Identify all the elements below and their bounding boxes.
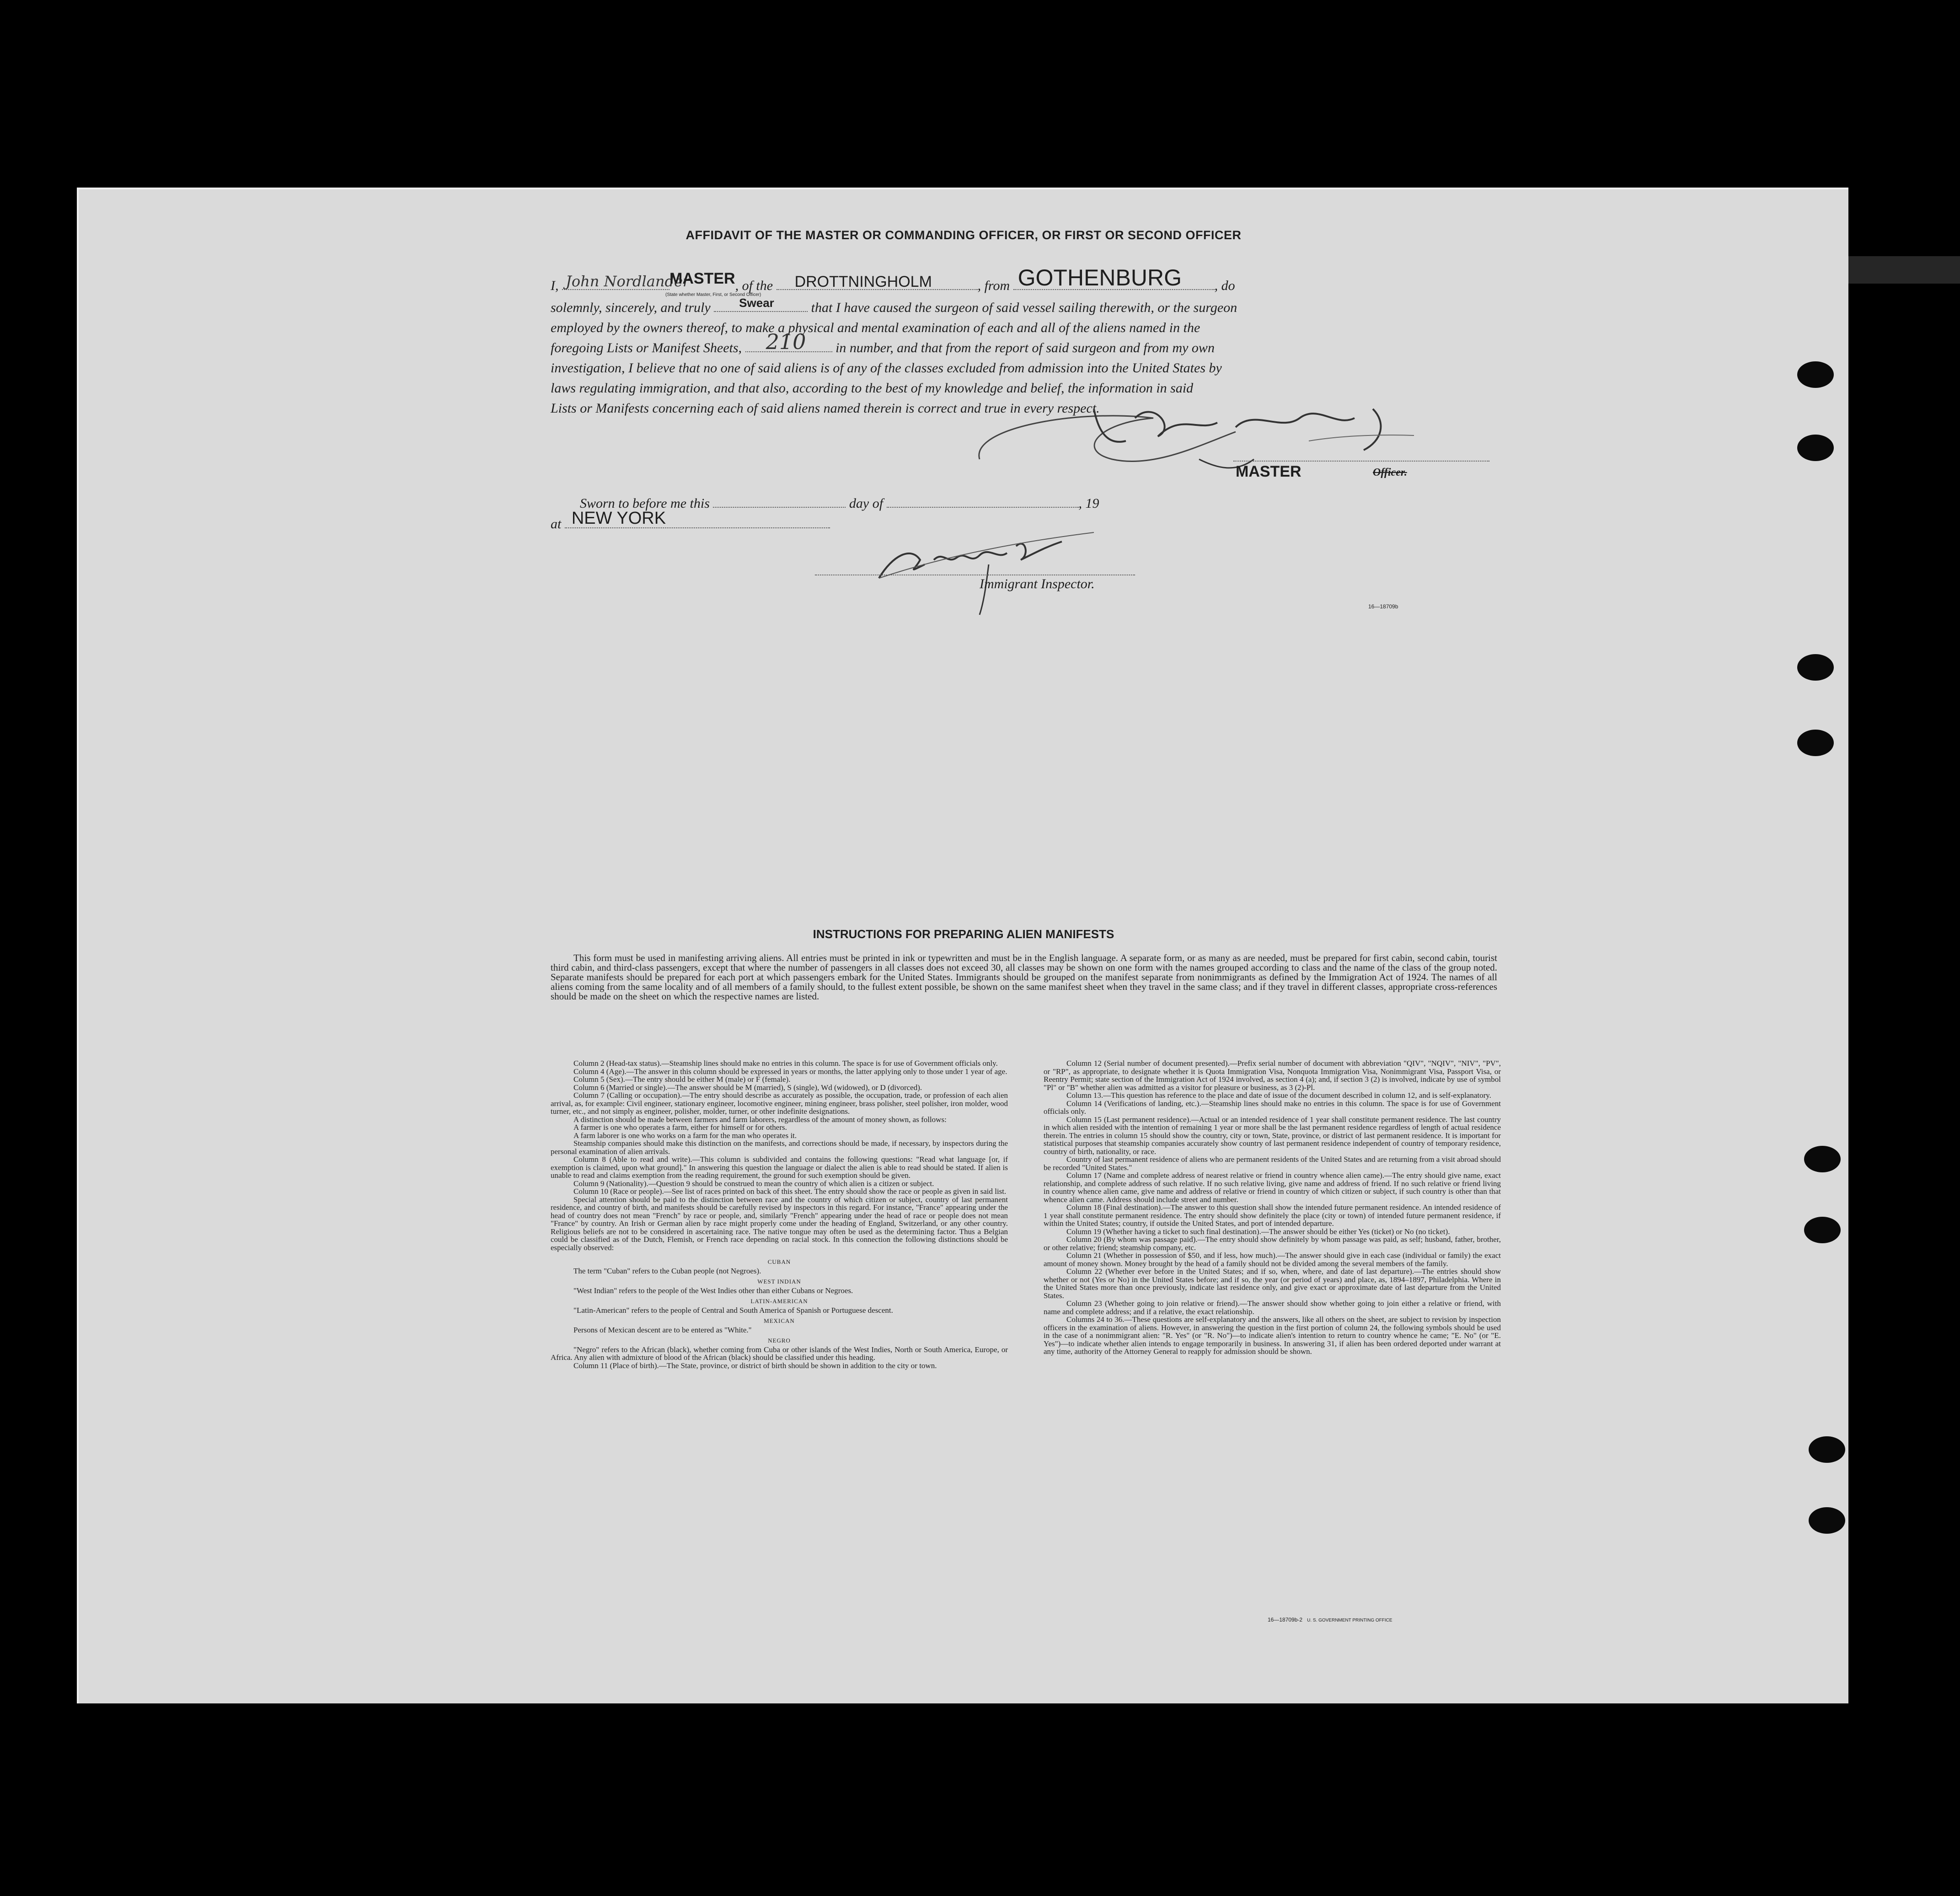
instructions-title: INSTRUCTIONS FOR PREPARING ALIEN MANIFESTS — [813, 927, 1114, 941]
oath-type: Swear — [739, 296, 774, 310]
sheet-count-handwritten: 210 — [766, 329, 806, 354]
master-signature — [961, 391, 1487, 491]
punch-hole — [1797, 361, 1834, 388]
left-para: Column 9 (Nationality).—Question 9 should be construed to mean the country of which alien is a citizen or subject. — [573, 1179, 934, 1188]
right-para: Columns 24 to 36.—These questions are self-explanatory and the answers, like all others on the sheet, are subject to revision by inspection officers in the examination of aliens. However, in answering the question in the first portion of column 24, the following symbols should be used in the case of a nonimmigrant alien: "R. Yes" (or "R. No")—to indicate alien's intention to return to country whence he came; "E. No" (or "E. Yes")—to indicate whether alien intends to engage temporarily in business. In answering 31, if alien has been ordered deported under warrant at any time, authority of the Attorney General to reapply for admission should be shown. — [1044, 1315, 1501, 1356]
instructions-left-column — [551, 1059, 1008, 1370]
left-para: Column 7 (Calling or occupation).—The entry should describe as accurately as possible, the occupation, trade, or profession of each alien arrival, as, for example: Civil engineer, stationary engineer, locomotive engineer, mining engineer, brass polisher, steel polisher, iron molder, wood turner, etc., and not simply as engineer, polisher, molder, turner, or other indefinite designations. — [551, 1091, 1008, 1116]
right-para: Column 12 (Serial number of document presented).—Prefix serial number of document with abbreviation "QIV", "NQIV", "NIV", "PV", or "RP", as appropriate, to designate whether it is Quota Immigration Visa, Nonquota Immigration Visa, Nonimmigrant Visa, Passport Visa, or Reentry Permit; state section of the Immigration Act of 1924 involved, as section 4 (a); and, if section 3 (2) is involved, indicate by use of symbol "Pl" or "B" whether alien was admitted as a visitor for pleasure or business, as 3 (2)-Pl. — [1044, 1059, 1501, 1092]
left-para: Column 2 (Head-tax status).—Steamship lines should make no entries in this column. The space is for use of Government officials only. — [573, 1059, 998, 1068]
punch-hole — [1809, 1507, 1845, 1534]
affidavit-line-2: solemnly, sincerely, and truly Swear that I have caused the surgeon of said vessel sailing therewith, or the surgeon — [551, 296, 1237, 315]
vessel-name: DROTTNINGHOLM — [794, 273, 932, 290]
affidavit-title: AFFIDAVIT OF THE MASTER OR COMMANDING OFFICER, OR FIRST OR SECOND OFFICER — [685, 228, 1242, 242]
instructions-intro: This form must be used in manifesting arriving aliens. All entries must be printed in ink or typewritten and must be in the English language. A separate form, or as many as are needed, must be prepared for first cabin, second cabin, tourist third cabin, and third-class passengers, except that where the number of passengers in all classes does not exceed 30, all classes may be shown on one form with the names grouped according to class and the name of the class of the group noted. Separate manifests should be prepared for each port at which passengers embark for the United States. Immigrants should be grouped on the manifest separate from nonimmigrants as defined by the Immigration Act of 1924. The names of all aliens coming from the same locality and of all members of a family should, to the fullest extent possible, be shown on the same manifest sheet when they travel in the same class; and if they travel in different classes, appropriate cross-references should be made on the sheet on which the respective names are listed. — [551, 952, 1497, 1002]
master-name-handwritten: John Nordlander — [566, 273, 690, 290]
left-para: Special attention should be paid to the distinction between race and the country of which citizen or subject, country of last permanent residence, and country of birth, and manifests should be carefully revised by inspectors in this regard. For instance, "France" appearing under the head of country does not mean "French" by race or people, and, similarly "French" appearing under the head of race or people does not mean "France" by country. An Irish or German alien by race might properly come under the heading of England, Switzerland, or any other country. Religious beliefs are not to be considered in ascertaining race. The native tongue may often be used as the determining factor. Thus a Belgian could be classified as of the Dutch, Flemish, or French race depending on racial stock. In this connection the following distinctions should be especially observed: — [551, 1195, 1008, 1252]
para-negro: "Negro" refers to the African (black), whether coming from Cuba or other islands of the West Indies, North or South America, Europe, or Africa. Any alien with admixture of blood of the African (black) should be classified under this heading. — [551, 1345, 1008, 1362]
heading-mexican: MEXICAN — [764, 1317, 795, 1324]
affidavit-line-7: Lists or Manifests concerning each of said aliens named therein is correct and true in every respect. — [551, 401, 1100, 416]
inspector-label: Immigrant Inspector. — [980, 576, 1095, 591]
left-para: A farm laborer is one who works on a farm for the man who operates it. — [573, 1131, 797, 1140]
para-cuban: The term "Cuban" refers to the Cuban people (not Negroes). — [573, 1266, 761, 1275]
footer-code: 16—18709b-2 U. S. GOVERNMENT PRINTING OFFICE — [1268, 1617, 1392, 1623]
punch-hole — [1797, 435, 1834, 461]
affidavit-line-5: investigation, I believe that no one of said aliens is of any of the classes excluded from admission into the United States by — [551, 360, 1222, 376]
instructions-right-column — [1044, 1059, 1501, 1356]
left-para: Column 6 (Married or single).—The answer should be M (married), S (single), Wd (widowed), or D (divorced). — [573, 1083, 922, 1092]
signature-line — [1233, 461, 1489, 462]
affidavit-line-4: foregoing Lists or Manifest Sheets, 210 in number, and that from the report of said surgeon and from my own — [551, 329, 1215, 355]
heading-negro: NEGRO — [768, 1337, 791, 1344]
right-para: Column 23 (Whether going to join relative or friend).—The answer should show whether going to join either a relative or friend, with name and complete address; and if a relative, the exact relationship. — [1044, 1299, 1501, 1316]
affidavit-line-1: I, John Nordlander MASTER, of the DROTTNINGHOLM , from GOTHENBURG , do — [551, 265, 1235, 293]
rank-note: (State whether Master, First, or Second Officer) — [665, 292, 761, 297]
affidavit-line-6: laws regulating immigration, and that also, according to the best of my knowledge and belief, the information in said — [551, 381, 1194, 396]
right-para: Column 13.—This question has reference to the place and date of issue of the document described in column 12, and is self-explanatory. — [1066, 1091, 1491, 1100]
punch-hole — [1804, 1217, 1841, 1243]
punch-hole — [1809, 1436, 1845, 1463]
affidavit-line-3: employed by the owners thereof, to make a physical and mental examination of each and all of the aliens named in the — [551, 320, 1200, 335]
left-para: Column 10 (Race or people).—See list of races printed on back of this sheet. The entry should show the race or people as given in said list. — [573, 1187, 1007, 1196]
signature-officer-label: Officer. — [1373, 467, 1407, 478]
para-mexican: Persons of Mexican descent are to be entered as "White." — [573, 1325, 752, 1334]
para-column-11: Column 11 (Place of birth).—The State, province, or district of birth should be shown in addition to the city or town. — [573, 1361, 937, 1370]
heading-latin-american: LATIN-AMERICAN — [750, 1298, 808, 1305]
port-name: GOTHENBURG — [1017, 265, 1182, 290]
punch-hole — [1797, 730, 1834, 756]
right-para: Column 15 (Last permanent residence).—Actual or an intended residence of 1 year shall constitute permanent residence. The last country in which alien resided with the intention of remaining 1 year or more shall be the last permanent residence regardless of length of actual residence therein. The entries in column 15 should show the country, city or town, State, province, or district of last permanent residence. It is important for statistical purposes that steamship companies accurately show country of last permanent residence independent of country of temporary residence, country of birth, nationality, or race. — [1044, 1115, 1501, 1156]
para-latin-american: "Latin-American" refers to the people of Central and South America of Spanish or Portuguese descent. — [573, 1305, 893, 1315]
form-code: 16—18709b — [1368, 603, 1398, 610]
signature-rank: MASTER — [1236, 463, 1301, 480]
punch-hole — [1804, 1146, 1841, 1172]
punch-hole — [1797, 654, 1834, 681]
left-para: Steamship companies should make this distinction on the manifests, and corrections should be made, if necessary, by inspectors during the personal examination of alien arrivals. — [551, 1139, 1008, 1156]
left-para: Column 5 (Sex).—The entry should be either M (male) or F (female). — [573, 1075, 791, 1084]
inspector-signature — [865, 528, 1213, 619]
right-para: Column 20 (By whom was passage paid).—The entry should show definitely by whom passage was paid, as self; husband, father, brother, or other relative; friend; steamship company, etc. — [1044, 1235, 1501, 1252]
sworn-line: Sworn to before me this day of , 19 — [580, 496, 1099, 511]
right-para: Column 14 (Verifications of landing, etc.).—Steamship lines should make no entries in this column. The space is for use of Government officials only. — [1044, 1099, 1501, 1116]
left-para: A distinction should be made between farmers and farm laborers, regardless of the amount of money shown, as follows: — [573, 1115, 947, 1124]
left-para: Column 8 (Able to read and write).—This column is subdivided and contains the following questions: "Read what language [or, if exemption is claimed, upon what ground]." In answering this question the language or dialect the alien is able to read should be stated. If alien is unable to read and claims exemption from the reading requirement, the ground for such exemption should be given. — [551, 1155, 1008, 1180]
right-para: Country of last permanent residence of aliens who are permanent residents of the United States and are returning from a visit abroad should be recorded "United States." — [1044, 1155, 1501, 1172]
rank-value: MASTER — [669, 270, 735, 287]
right-para: Column 17 (Name and complete address of nearest relative or friend in country whence alien came).—The entry should give name, exact relationship, and complete address of such relative. If no such relative living, give name and address of friend. If no such relative or friend living in country whence alien came, give name and address of relative or friend in country of which citizen or subject, if such country is other than that whence alien came. Address should include street and number. — [1044, 1171, 1501, 1204]
right-para: Column 18 (Final destination).—The answer to this question shall show the intended future permanent residence. An intended residence of 1 year shall constitute permanent residence. The entry should show definitely the place (city or town) of intended future permanent residence, if within the United States; country, if outside the United States, and port of intended departure. — [1044, 1203, 1501, 1228]
place-name: NEW YORK — [571, 509, 666, 528]
left-para: A farmer is one who operates a farm, either for himself or for others. — [573, 1123, 787, 1132]
right-para: Column 19 (Whether having a ticket to such final destination).—The answer should be either Yes (ticket) or No (no ticket). — [1066, 1227, 1450, 1236]
right-para: Column 21 (Whether in possession of $50, and if less, how much).—The answer should give in each case (individual or family) the exact amount of money shown. Money brought by the head of a family should not be divided among the several members of the family. — [1044, 1251, 1501, 1268]
heading-west-indian: WEST INDIAN — [757, 1278, 801, 1285]
heading-cuban: CUBAN — [767, 1258, 791, 1265]
at-line: at NEW YORK — [551, 516, 830, 532]
right-para: Column 22 (Whether ever before in the United States; and if so, when, where, and date of last departure).—The entries should show whether or not (Yes or No) in the United States before; and if so, the year (or period of years) and place, as, 1894–1897, Philadelphia. Where in the United States more than once previously, indicate last residence only, and give exact or approximate date of last departure from the United States. — [1044, 1267, 1501, 1300]
left-para: Column 4 (Age).—The answer in this column should be expressed in years or months, the latter applying only to those under 1 year of age. — [573, 1067, 1007, 1076]
name-field — [562, 273, 690, 290]
para-west-indian: "West Indian" refers to the people of the West Indies other than either Cubans or Negroes. — [573, 1286, 853, 1295]
manifest-sheet — [77, 188, 1848, 1703]
